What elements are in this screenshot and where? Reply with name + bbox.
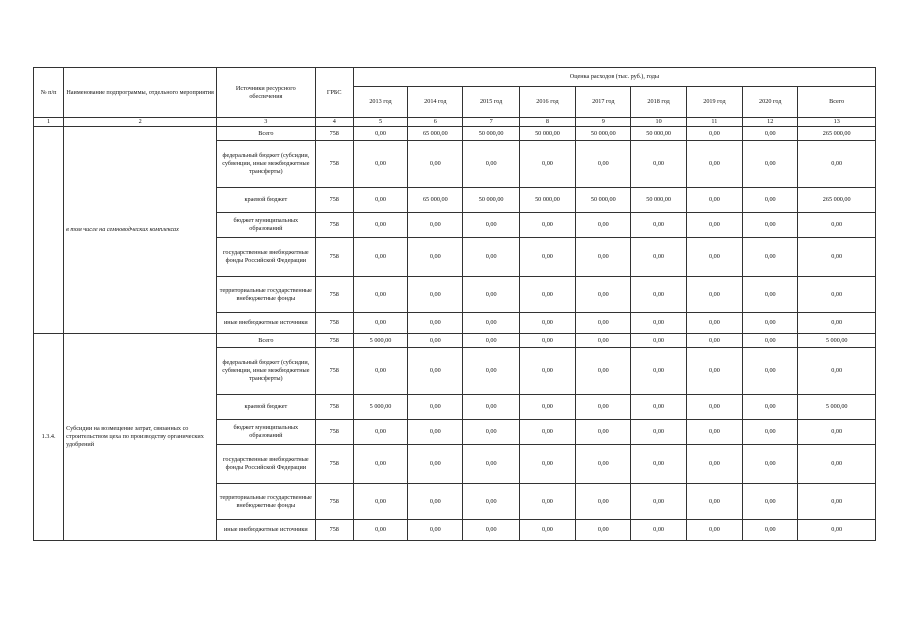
year-value: 0,00 (631, 213, 686, 238)
column-number: 12 (743, 118, 798, 127)
year-value: 0,00 (463, 313, 519, 334)
year-value: 0,00 (686, 277, 742, 313)
funding-source: государственные внебюджетные фонды Российской Федерации (217, 238, 316, 277)
grbs-code: 758 (315, 395, 353, 420)
column-number: 13 (798, 118, 876, 127)
year-value: 0,00 (353, 484, 407, 520)
grbs-code: 758 (315, 420, 353, 445)
year-value: 0,00 (743, 127, 798, 141)
year-value: 0,00 (686, 127, 742, 141)
funding-source: иные внебюджетные источники (217, 313, 316, 334)
year-value: 0,00 (743, 141, 798, 188)
year-value: 0,00 (576, 213, 631, 238)
table-row (34, 334, 876, 348)
year-value: 0,00 (686, 445, 742, 484)
year-value: 0,00 (743, 213, 798, 238)
year-value: 50 000,00 (631, 188, 686, 213)
year-value: 0,00 (686, 313, 742, 334)
year-value: 0,00 (743, 395, 798, 420)
year-value: 0,00 (576, 334, 631, 348)
funding-source: краевой бюджет (217, 395, 316, 420)
total-value: 0,00 (798, 213, 876, 238)
year-value: 0,00 (631, 520, 686, 541)
year-value: 0,00 (631, 313, 686, 334)
year-value: 0,00 (408, 213, 463, 238)
year-value: 0,00 (408, 395, 463, 420)
year-value: 0,00 (686, 420, 742, 445)
year-value: 0,00 (686, 395, 742, 420)
year-value: 50 000,00 (463, 188, 519, 213)
column-number: 9 (576, 118, 631, 127)
budget-table (33, 67, 876, 541)
year-value: 50 000,00 (631, 127, 686, 141)
funding-source: Всего (217, 127, 316, 141)
year-value: 0,00 (353, 213, 407, 238)
year-value: 0,00 (686, 520, 742, 541)
year-value: 0,00 (519, 395, 575, 420)
year-value: 0,00 (576, 238, 631, 277)
year-value: 0,00 (353, 348, 407, 395)
header-year: 2013 год (353, 87, 407, 118)
year-value: 0,00 (353, 520, 407, 541)
year-value: 0,00 (519, 277, 575, 313)
grbs-code: 758 (315, 484, 353, 520)
column-number: 1 (34, 118, 64, 127)
total-value: 0,00 (798, 238, 876, 277)
year-value: 0,00 (743, 313, 798, 334)
funding-source: территориальные государственные внебюджетные фонды (217, 277, 316, 313)
year-value: 0,00 (743, 445, 798, 484)
year-value: 0,00 (686, 348, 742, 395)
grbs-code: 758 (315, 213, 353, 238)
year-value: 0,00 (743, 348, 798, 395)
year-value: 0,00 (519, 238, 575, 277)
grbs-code: 758 (315, 238, 353, 277)
year-value: 0,00 (576, 348, 631, 395)
year-value: 65 000,00 (408, 127, 463, 141)
grbs-code: 758 (315, 277, 353, 313)
year-value: 0,00 (743, 238, 798, 277)
column-number: 4 (315, 118, 353, 127)
year-value: 0,00 (463, 213, 519, 238)
year-value: 0,00 (576, 520, 631, 541)
grbs-code: 758 (315, 188, 353, 213)
year-value: 50 000,00 (519, 188, 575, 213)
grbs-code: 758 (315, 348, 353, 395)
year-value: 0,00 (576, 141, 631, 188)
year-value: 0,00 (686, 484, 742, 520)
item-name: в том числе на семноводческих комплексах (64, 127, 217, 334)
year-value: 0,00 (353, 313, 407, 334)
year-value: 0,00 (686, 238, 742, 277)
total-value: 0,00 (798, 141, 876, 188)
year-value: 0,00 (631, 395, 686, 420)
year-value: 0,00 (353, 127, 407, 141)
total-value: 265 000,00 (798, 188, 876, 213)
year-value: 0,00 (743, 420, 798, 445)
column-number: 8 (519, 118, 575, 127)
year-value: 0,00 (686, 141, 742, 188)
year-value: 0,00 (631, 445, 686, 484)
total-value: 265 000,00 (798, 127, 876, 141)
funding-source: федеральный бюджет (субсидии, субвенции, иные межбюджетные трансферты) (217, 348, 316, 395)
column-number: 10 (631, 118, 686, 127)
year-value: 0,00 (353, 420, 407, 445)
year-value: 0,00 (519, 445, 575, 484)
year-value: 0,00 (576, 395, 631, 420)
column-number: 5 (353, 118, 407, 127)
funding-source: краевой бюджет (217, 188, 316, 213)
header-number: № п/п (34, 68, 64, 118)
year-value: 50 000,00 (576, 127, 631, 141)
header-year: 2019 год (686, 87, 742, 118)
total-value: 0,00 (798, 484, 876, 520)
column-number: 3 (217, 118, 316, 127)
year-value: 0,00 (408, 445, 463, 484)
funding-source: иные внебюджетные источники (217, 520, 316, 541)
year-value: 0,00 (519, 334, 575, 348)
year-value: 0,00 (686, 334, 742, 348)
year-value: 0,00 (463, 277, 519, 313)
year-value: 0,00 (576, 484, 631, 520)
year-value: 0,00 (631, 334, 686, 348)
year-value: 0,00 (576, 277, 631, 313)
column-number: 7 (463, 118, 519, 127)
header-year: 2016 год (519, 87, 575, 118)
header-year: 2018 год (631, 87, 686, 118)
year-value: 0,00 (743, 484, 798, 520)
year-value: 0,00 (463, 141, 519, 188)
year-value: 0,00 (686, 213, 742, 238)
header-sources: Источники ресурсного обеспечения (217, 68, 316, 118)
year-value: 0,00 (743, 188, 798, 213)
year-value: 0,00 (408, 420, 463, 445)
funding-source: федеральный бюджет (субсидии, субвенции, иные межбюджетные трансферты) (217, 141, 316, 188)
header-expense-group: Оценка расходов (тыс. руб.), годы (353, 68, 875, 87)
item-number (34, 127, 64, 334)
year-value: 0,00 (519, 313, 575, 334)
year-value: 0,00 (408, 334, 463, 348)
year-value: 0,00 (353, 188, 407, 213)
year-value: 0,00 (463, 334, 519, 348)
year-value: 0,00 (408, 277, 463, 313)
year-value: 0,00 (463, 420, 519, 445)
year-value: 0,00 (408, 484, 463, 520)
header-year: 2017 год (576, 87, 631, 118)
funding-source: Всего (217, 334, 316, 348)
funding-source: бюджет муниципальных образований (217, 420, 316, 445)
header-grbs: ГРБС (315, 68, 353, 118)
year-value: 0,00 (519, 213, 575, 238)
year-value: 0,00 (463, 395, 519, 420)
year-value: 0,00 (408, 348, 463, 395)
item-number: 1.3.4. (34, 334, 64, 541)
year-value: 0,00 (519, 484, 575, 520)
year-value: 0,00 (631, 484, 686, 520)
year-value: 0,00 (353, 445, 407, 484)
year-value: 50 000,00 (463, 127, 519, 141)
year-value: 65 000,00 (408, 188, 463, 213)
funding-source: государственные внебюджетные фонды Российской Федерации (217, 445, 316, 484)
year-value: 0,00 (686, 188, 742, 213)
year-value: 5 000,00 (353, 395, 407, 420)
total-value: 0,00 (798, 277, 876, 313)
total-value: 5 000,00 (798, 395, 876, 420)
header-year: Всего (798, 87, 876, 118)
year-value: 0,00 (353, 238, 407, 277)
column-number: 11 (686, 118, 742, 127)
year-value: 0,00 (743, 520, 798, 541)
grbs-code: 758 (315, 520, 353, 541)
year-value: 0,00 (463, 348, 519, 395)
year-value: 0,00 (631, 277, 686, 313)
year-value: 0,00 (408, 520, 463, 541)
header-year: 2020 год (743, 87, 798, 118)
year-value: 0,00 (463, 484, 519, 520)
year-value: 0,00 (408, 238, 463, 277)
total-value: 0,00 (798, 348, 876, 395)
year-value: 0,00 (576, 313, 631, 334)
year-value: 0,00 (463, 445, 519, 484)
total-value: 0,00 (798, 445, 876, 484)
year-value: 0,00 (576, 420, 631, 445)
year-value: 0,00 (519, 520, 575, 541)
year-value: 5 000,00 (353, 334, 407, 348)
year-value: 0,00 (743, 334, 798, 348)
column-number: 2 (64, 118, 217, 127)
item-name: Субсидии на возмещение затрат, связанных со строительством цеха по производству органических удобрений (64, 334, 217, 541)
year-value: 0,00 (353, 277, 407, 313)
total-value: 5 000,00 (798, 334, 876, 348)
total-value: 0,00 (798, 420, 876, 445)
grbs-code: 758 (315, 313, 353, 334)
table-row (34, 127, 876, 141)
funding-source: территориальные государственные внебюджетные фонды (217, 484, 316, 520)
year-value: 0,00 (519, 141, 575, 188)
year-value: 0,00 (743, 277, 798, 313)
header-year: 2014 год (408, 87, 463, 118)
year-value: 50 000,00 (576, 188, 631, 213)
grbs-code: 758 (315, 445, 353, 484)
year-value: 0,00 (353, 141, 407, 188)
year-value: 0,00 (463, 520, 519, 541)
header-name: Наименование подпрограммы, отдельного мероприятия (64, 68, 217, 118)
year-value: 0,00 (519, 348, 575, 395)
total-value: 0,00 (798, 313, 876, 334)
grbs-code: 758 (315, 127, 353, 141)
header-year: 2015 год (463, 87, 519, 118)
grbs-code: 758 (315, 334, 353, 348)
year-value: 0,00 (631, 141, 686, 188)
grbs-code: 758 (315, 141, 353, 188)
column-number: 6 (408, 118, 463, 127)
total-value: 0,00 (798, 520, 876, 541)
year-value: 0,00 (519, 420, 575, 445)
year-value: 0,00 (631, 348, 686, 395)
year-value: 0,00 (631, 238, 686, 277)
year-value: 0,00 (408, 313, 463, 334)
year-value: 0,00 (576, 445, 631, 484)
year-value: 0,00 (631, 420, 686, 445)
funding-source: бюджет муниципальных образований (217, 213, 316, 238)
year-value: 50 000,00 (519, 127, 575, 141)
year-value: 0,00 (408, 141, 463, 188)
year-value: 0,00 (463, 238, 519, 277)
